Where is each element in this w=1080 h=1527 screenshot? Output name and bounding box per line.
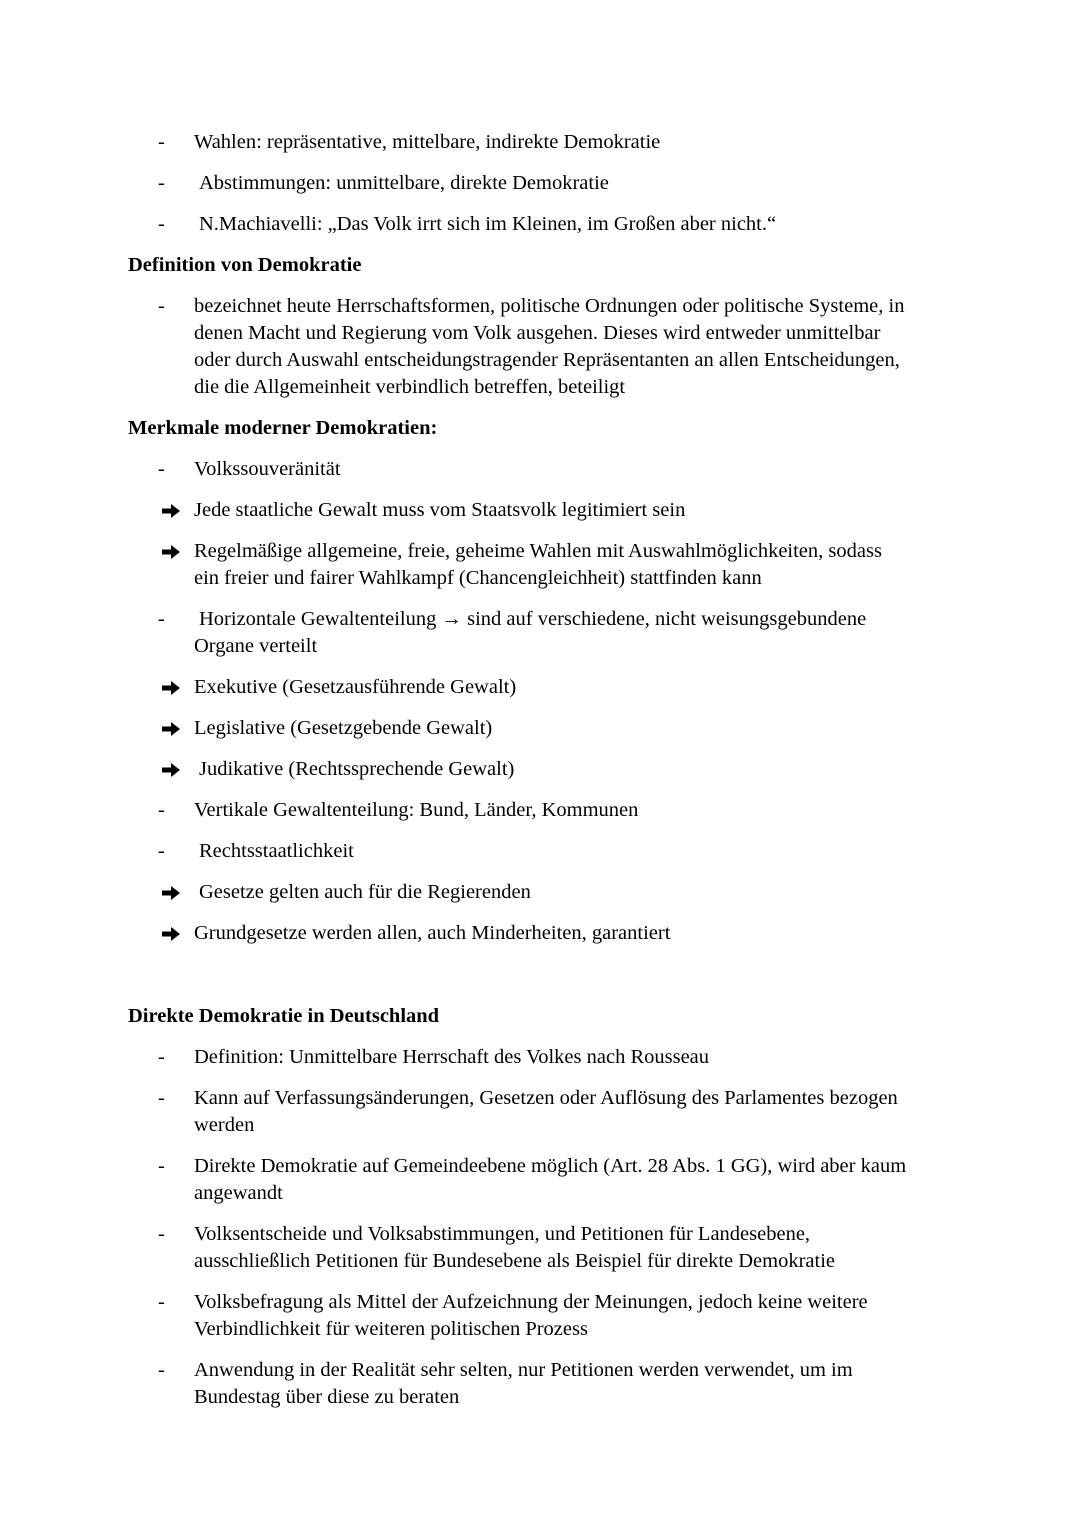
list-item-text: Horizontale Gewaltenteilung → sind auf verschiedene, nicht weisungsgebundene Organe verteilt — [194, 608, 867, 657]
list-item-text: Wahlen: repräsentative, mittelbare, indirekte Demokratie — [194, 131, 661, 153]
dash-bullet: - — [158, 1223, 165, 1245]
arrow-right-icon — [161, 544, 181, 560]
dash-bullet: - — [158, 608, 165, 630]
list-item-text: Vertikale Gewaltenteilung: Bund, Länder, Kommunen — [194, 799, 639, 821]
list-item-text: Volksbefragung als Mittel der Aufzeichnung der Meinungen, jedoch keine weitere Verbindlichkeit für weiteren politischen Prozess — [194, 1291, 868, 1340]
dash-bullet: - — [158, 1155, 165, 1177]
section-heading-merkmale: Merkmale moderner Demokratien: — [128, 417, 438, 439]
list-item-text: Grundgesetze werden allen, auch Minderheiten, garantiert — [194, 922, 671, 944]
list-item-text: Gesetze gelten auch für die Regierenden — [199, 881, 531, 903]
list-item-text: Regelmäßige allgemeine, freie, geheime Wahlen mit Auswahlmöglichkeiten, sodass ein freier und fairer Wahlkampf (Chancengleichheit) stattfinden kann — [194, 540, 882, 589]
dash-bullet: - — [158, 131, 165, 153]
list-item-text: Volksentscheide und Volksabstimmungen, und Petitionen für Landesebene, ausschließlich Petitionen für Bundesebene als Beispiel für direkte Demokratie — [194, 1223, 836, 1272]
arrow-right-icon — [161, 503, 181, 519]
arrow-right-icon — [161, 762, 181, 778]
list-item-text: Rechtsstaatlichkeit — [199, 840, 354, 862]
section-heading-definition: Definition von Demokratie — [128, 254, 362, 276]
list-item-text: N.Machiavelli: „Das Volk irrt sich im Kleinen, im Großen aber nicht.“ — [199, 213, 777, 235]
list-item-text: Exekutive (Gesetzausführende Gewalt) — [194, 676, 517, 698]
list-item-text: Jede staatliche Gewalt muss vom Staatsvolk legitimiert sein — [194, 499, 686, 521]
list-item-text: Kann auf Verfassungsänderungen, Gesetzen oder Auflösung des Parlamentes bezogen werden — [194, 1087, 898, 1136]
list-item-text: Direkte Demokratie auf Gemeindeebene möglich (Art. 28 Abs. 1 GG), wird aber kaum angewandt — [194, 1155, 907, 1204]
dash-bullet: - — [158, 1046, 165, 1068]
dash-bullet: - — [158, 458, 165, 480]
list-item-text: Definition: Unmittelbare Herrschaft des Volkes nach Rousseau — [194, 1046, 710, 1068]
arrow-right-icon — [161, 885, 181, 901]
dash-bullet: - — [158, 1359, 165, 1381]
list-item-text: Anwendung in der Realität sehr selten, nur Petitionen werden verwendet, um im Bundestag über diese zu beraten — [194, 1359, 853, 1408]
section-heading-direkte: Direkte Demokratie in Deutschland — [128, 1005, 440, 1027]
dash-bullet: - — [158, 1087, 165, 1109]
list-item-text: Volkssouveränität — [194, 458, 341, 480]
arrow-right-icon — [161, 680, 181, 696]
dash-bullet: - — [158, 213, 165, 235]
dash-bullet: - — [158, 799, 165, 821]
list-item-text: Legislative (Gesetzgebende Gewalt) — [194, 717, 493, 739]
list-item-text: Abstimmungen: unmittelbare, direkte Demokratie — [199, 172, 609, 194]
dash-bullet: - — [158, 295, 165, 317]
dash-bullet: - — [158, 172, 165, 194]
dash-bullet: - — [158, 840, 165, 862]
arrow-right-icon — [161, 721, 181, 737]
list-item-text: Judikative (Rechtssprechende Gewalt) — [199, 758, 515, 780]
list-item-text: bezeichnet heute Herrschaftsformen, politische Ordnungen oder politische Systeme, in denen Macht und Regierung vom Volk ausgehen. Dieses wird entweder unmittelbar oder durch Auswahl entscheidungstragender Repräsentanten an allen Entscheidungen, die die Allgemeinheit verbindlich betreffen, beteiligt — [194, 295, 905, 398]
arrow-right-icon — [161, 926, 181, 942]
dash-bullet: - — [158, 1291, 165, 1313]
